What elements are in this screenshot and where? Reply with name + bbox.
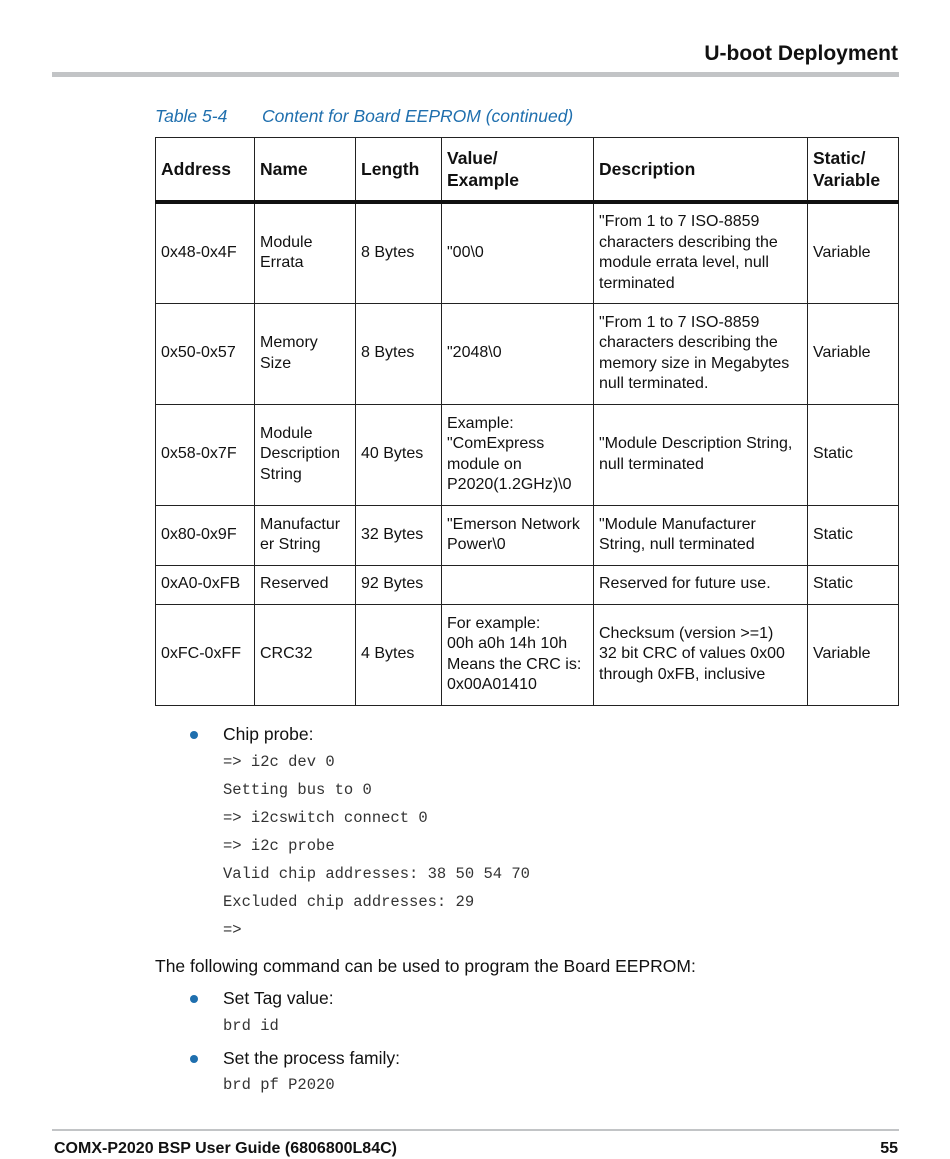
table-caption (155, 106, 573, 127)
column-header-length: Length (356, 138, 442, 203)
footer-divider (52, 1129, 899, 1131)
page-header-title: U-boot Deployment (704, 42, 898, 65)
bullet-label: Set the process family: (223, 1048, 401, 1068)
cell-value: "Emerson Network Power\0 (442, 505, 594, 565)
cell-length: 8 Bytes (356, 303, 442, 404)
column-header-description: Description (594, 138, 808, 203)
table-row (156, 303, 899, 404)
cell-value: "00\0 (442, 202, 594, 303)
cell-length: 4 Bytes (356, 604, 442, 705)
cell-value (442, 565, 594, 604)
cell-static-variable: Static (808, 505, 899, 565)
cell-description: "Module Manufacturer String, null terminated (594, 505, 808, 565)
cell-length: 32 Bytes (356, 505, 442, 565)
footer-page-number: 55 (880, 1140, 898, 1157)
code-block-set-family: brd pf P2020 (223, 1076, 335, 1094)
body-paragraph: The following command can be used to program the Board EEPROM: (155, 956, 696, 976)
cell-description: Reserved for future use. (594, 565, 808, 604)
cell-name: Module Description String (255, 404, 356, 505)
cell-name: CRC32 (255, 604, 356, 705)
column-header-value: Value/ Example (442, 138, 594, 203)
cell-static-variable: Static (808, 404, 899, 505)
table-row (156, 604, 899, 705)
cell-name: Reserved (255, 565, 356, 604)
cell-description: "From 1 to 7 ISO-8859 characters describing the memory size in Megabytes null terminated. (594, 303, 808, 404)
table-row (156, 202, 899, 303)
footer-document-title: COMX-P2020 BSP User Guide (6806800L84C) (54, 1140, 397, 1157)
column-header-address: Address (156, 138, 255, 203)
cell-description: "Module Description String, null terminated (594, 404, 808, 505)
cell-name: Module Errata (255, 202, 356, 303)
code-block-chip-probe: => i2c dev 0 Setting bus to 0 => i2cswitch connect 0 => i2c probe Valid chip addresses: 38 50 54 70 Excluded chip addresses: 29 => (223, 753, 530, 939)
cell-value: For example: 00h a0h 14h 10h Means the CRC is: 0x00A01410 (442, 604, 594, 705)
table-caption-number: Table 5-4 (155, 106, 228, 126)
cell-name: Memory Size (255, 303, 356, 404)
cell-static-variable: Static (808, 565, 899, 604)
cell-description: "From 1 to 7 ISO-8859 characters describing the module errata level, null terminated (594, 202, 808, 303)
column-header-static-variable: Static/ Variable (808, 138, 899, 203)
table-header-row (156, 138, 899, 203)
cell-static-variable: Variable (808, 604, 899, 705)
cell-address: 0x58-0x7F (156, 404, 255, 505)
cell-description: Checksum (version >=1) 32 bit CRC of values 0x00 through 0xFB, inclusive (594, 604, 808, 705)
cell-name: Manufactur er String (255, 505, 356, 565)
code-block-set-tag: brd id (223, 1017, 279, 1035)
cell-address: 0x80-0x9F (156, 505, 255, 565)
eeprom-content-table (155, 137, 899, 706)
cell-address: 0x50-0x57 (156, 303, 255, 404)
table-row (156, 565, 899, 604)
cell-length: 8 Bytes (356, 202, 442, 303)
table-row (156, 505, 899, 565)
cell-address: 0x48-0x4F (156, 202, 255, 303)
cell-address: 0xFC-0xFF (156, 604, 255, 705)
cell-static-variable: Variable (808, 303, 899, 404)
bullet-dot-icon (190, 731, 198, 739)
table-row (156, 404, 899, 505)
cell-value: "2048\0 (442, 303, 594, 404)
cell-address: 0xA0-0xFB (156, 565, 255, 604)
cell-static-variable: Variable (808, 202, 899, 303)
cell-length: 92 Bytes (356, 565, 442, 604)
column-header-name: Name (255, 138, 356, 203)
bullet-label: Chip probe: (223, 724, 314, 744)
bullet-dot-icon (190, 1055, 198, 1063)
table-caption-title: Content for Board EEPROM (continued) (262, 106, 574, 126)
cell-value: Example: "ComExpress module on P2020(1.2GHz)\0 (442, 404, 594, 505)
bullet-label: Set Tag value: (223, 988, 334, 1008)
bullet-dot-icon (190, 995, 198, 1003)
cell-length: 40 Bytes (356, 404, 442, 505)
header-divider (52, 72, 899, 77)
